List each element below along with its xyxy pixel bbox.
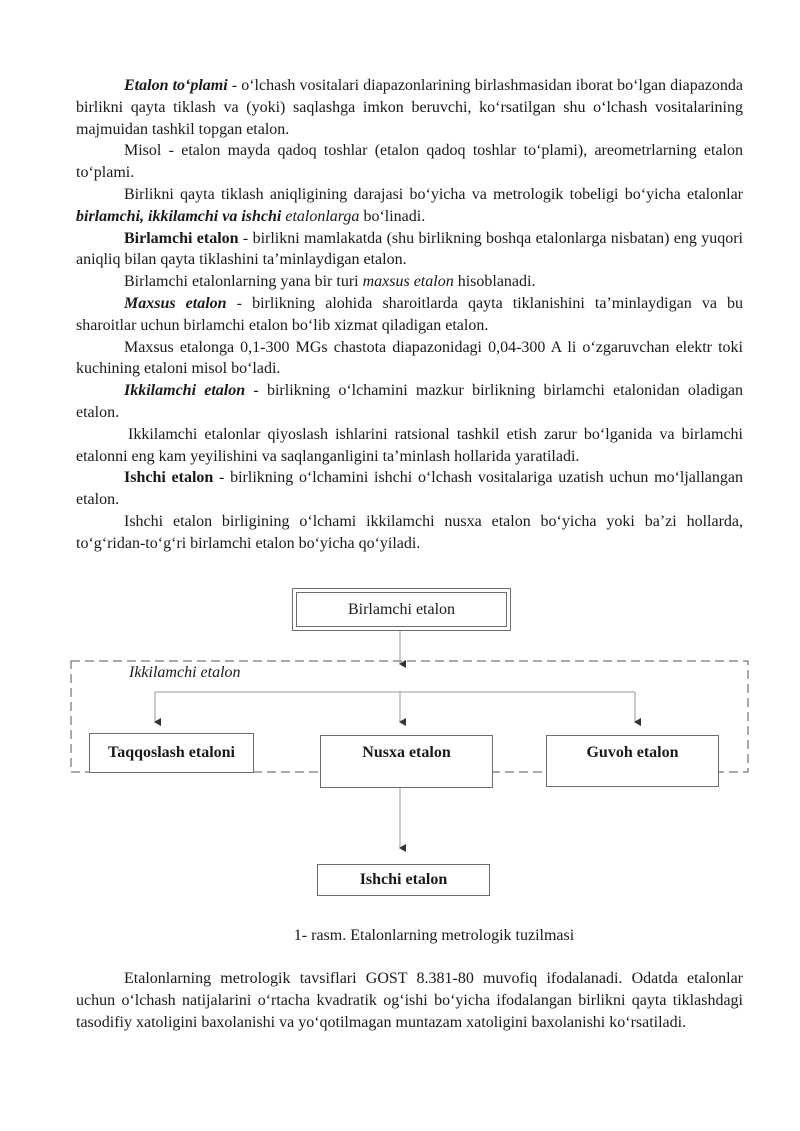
document-body [76,75,743,555]
definition-text: - birlikning o‘lchamini mazkur birlikning birlamchi etalonidan oladigan etalon. [76,382,743,421]
paragraph-maxsus-example: Maxsus etalonga 0,1-300 MGs chastota diapazonidagi 0,04-300 A li o‘zgaruvchan elektr toki kuchining etaloni misol bo‘ladi. [76,338,743,378]
paragraph-text: Birlamchi etalonlarning yana bir turi [124,273,363,291]
paragraph-maxsus-intro [76,271,743,293]
box-label: Birlamchi etalon [347,600,456,618]
closing-section [76,968,743,1033]
paragraph-etalon-classes [76,184,743,228]
term-birlamchi-etalon: Birlamchi etalon [124,229,239,247]
paragraph-text-end: bo‘linadi. [359,207,426,225]
box-ishchi-etalon [317,864,490,896]
term-maxsus-etalon: Maxsus etalon [124,294,227,312]
box-label: Nusxa etalon [362,744,451,761]
group-label-ikkilamchi: Ikkilamchi etalon [129,664,241,681]
emphasis-maxsus-etalon: maxsus etalon [362,273,454,291]
paragraph-ishchi-etalon [76,467,743,511]
paragraph-birlamchi-etalon [76,228,743,272]
definition-text: - o‘lchash vositalari diapazonlarining birlashmasidan iborat bo‘lgan diapazonda birlikni qayta tiklash va (yoki) saqlashga imkon beruvchi, ko‘rsatilgan shu o‘lchash vositalarining majmuidan tashkil topgan etalon. [76,77,744,138]
box-birlamchi-etalon [292,588,511,631]
paragraph-ishchi-size: Ishchi etalon birligining o‘lchami ikkilamchi nusxa etalon bo‘yicha yoki ba’zi hollarda, to‘g‘ridan-to‘g‘ri birlamchi etalon bo‘yicha qo‘yiladi. [76,512,743,552]
emphasis-classes: birlamchi, ikkilamchi va ishchi [76,207,282,225]
term-ishchi-etalon: Ishchi etalon [124,469,214,487]
term-ikkilamchi-etalon: Ikkilamchi etalon [124,382,246,400]
paragraph-ikkilamchi-etalon [76,380,743,424]
box-label: Taqqoslash etaloni [107,744,235,761]
figure-caption: 1- rasm. Etalonlarning metrologik tuzilmasi [293,927,575,944]
paragraph-misol: Misol - etalon mayda qadoq toshlar (etalon qadoq toshlar to‘plami), areometrlarning etalon to‘plami. [76,142,743,182]
paragraph-closing: Etalonlarning metrologik tavsiflari GOST 8.381-80 muvofiq ifodalanadi. Odatda etalonlar uchun o‘lchash natijalarini o‘rtacha kvadratik og‘ishi bo‘yicha ifodalangan birlikni qayta tiklashdagi tasodifiy xatoligini baxolanishi va yo‘qotilmagan muntazam xatoligini baxolanishi ko‘rsatiladi. [76,970,743,1031]
term-etalon-toplami: Etalon to‘plami [124,77,228,94]
paragraph-ikkilamchi-purpose: Ikkilamchi etalonlar qiyoslash ishlarini ratsional tashkil etish zarur bo‘lganida va birlamchi etalonni eng kam yeyilishini va saqlanganligini ta’minlash hollarida yaratiladi. [76,425,743,465]
paragraph-text: Birlikni qayta tiklash aniqligining darajasi bo‘yicha va metrologik tobeligi bo‘yicha etalonlar [124,185,743,203]
box-guvoh-etalon [546,735,719,787]
box-label: Ishchi etalon [359,871,448,888]
box-taqqoslash-etaloni [89,733,254,773]
emphasis-etalonlarga: etalonlarga [281,207,360,225]
box-label: Guvoh etalon [586,744,679,761]
definition-text: - birlikning o‘lchamini ishchi o‘lchash vositalariga uzatish uchun mo‘ljallangan etalon. [76,469,744,509]
definition-text: - birlikning alohida sharoitlarda qayta tiklanishini ta’minlaydigan va bu sharoitlar uchun birlamchi etalon bo‘lib xizmat qiladigan etalon. [76,294,743,334]
paragraph-text-end: hisoblanadi. [453,273,536,291]
paragraph-etalon-toplami [76,75,743,140]
definition-text: - birlikni mamlakatda (shu birlikning boshqa etalonlarga nisbatan) eng yuqori aniqliq bilan qayta tiklashini ta’minlaydigan etalon. [76,229,743,269]
box-nusxa-etalon [320,735,493,788]
paragraph-maxsus-etalon [76,293,743,337]
